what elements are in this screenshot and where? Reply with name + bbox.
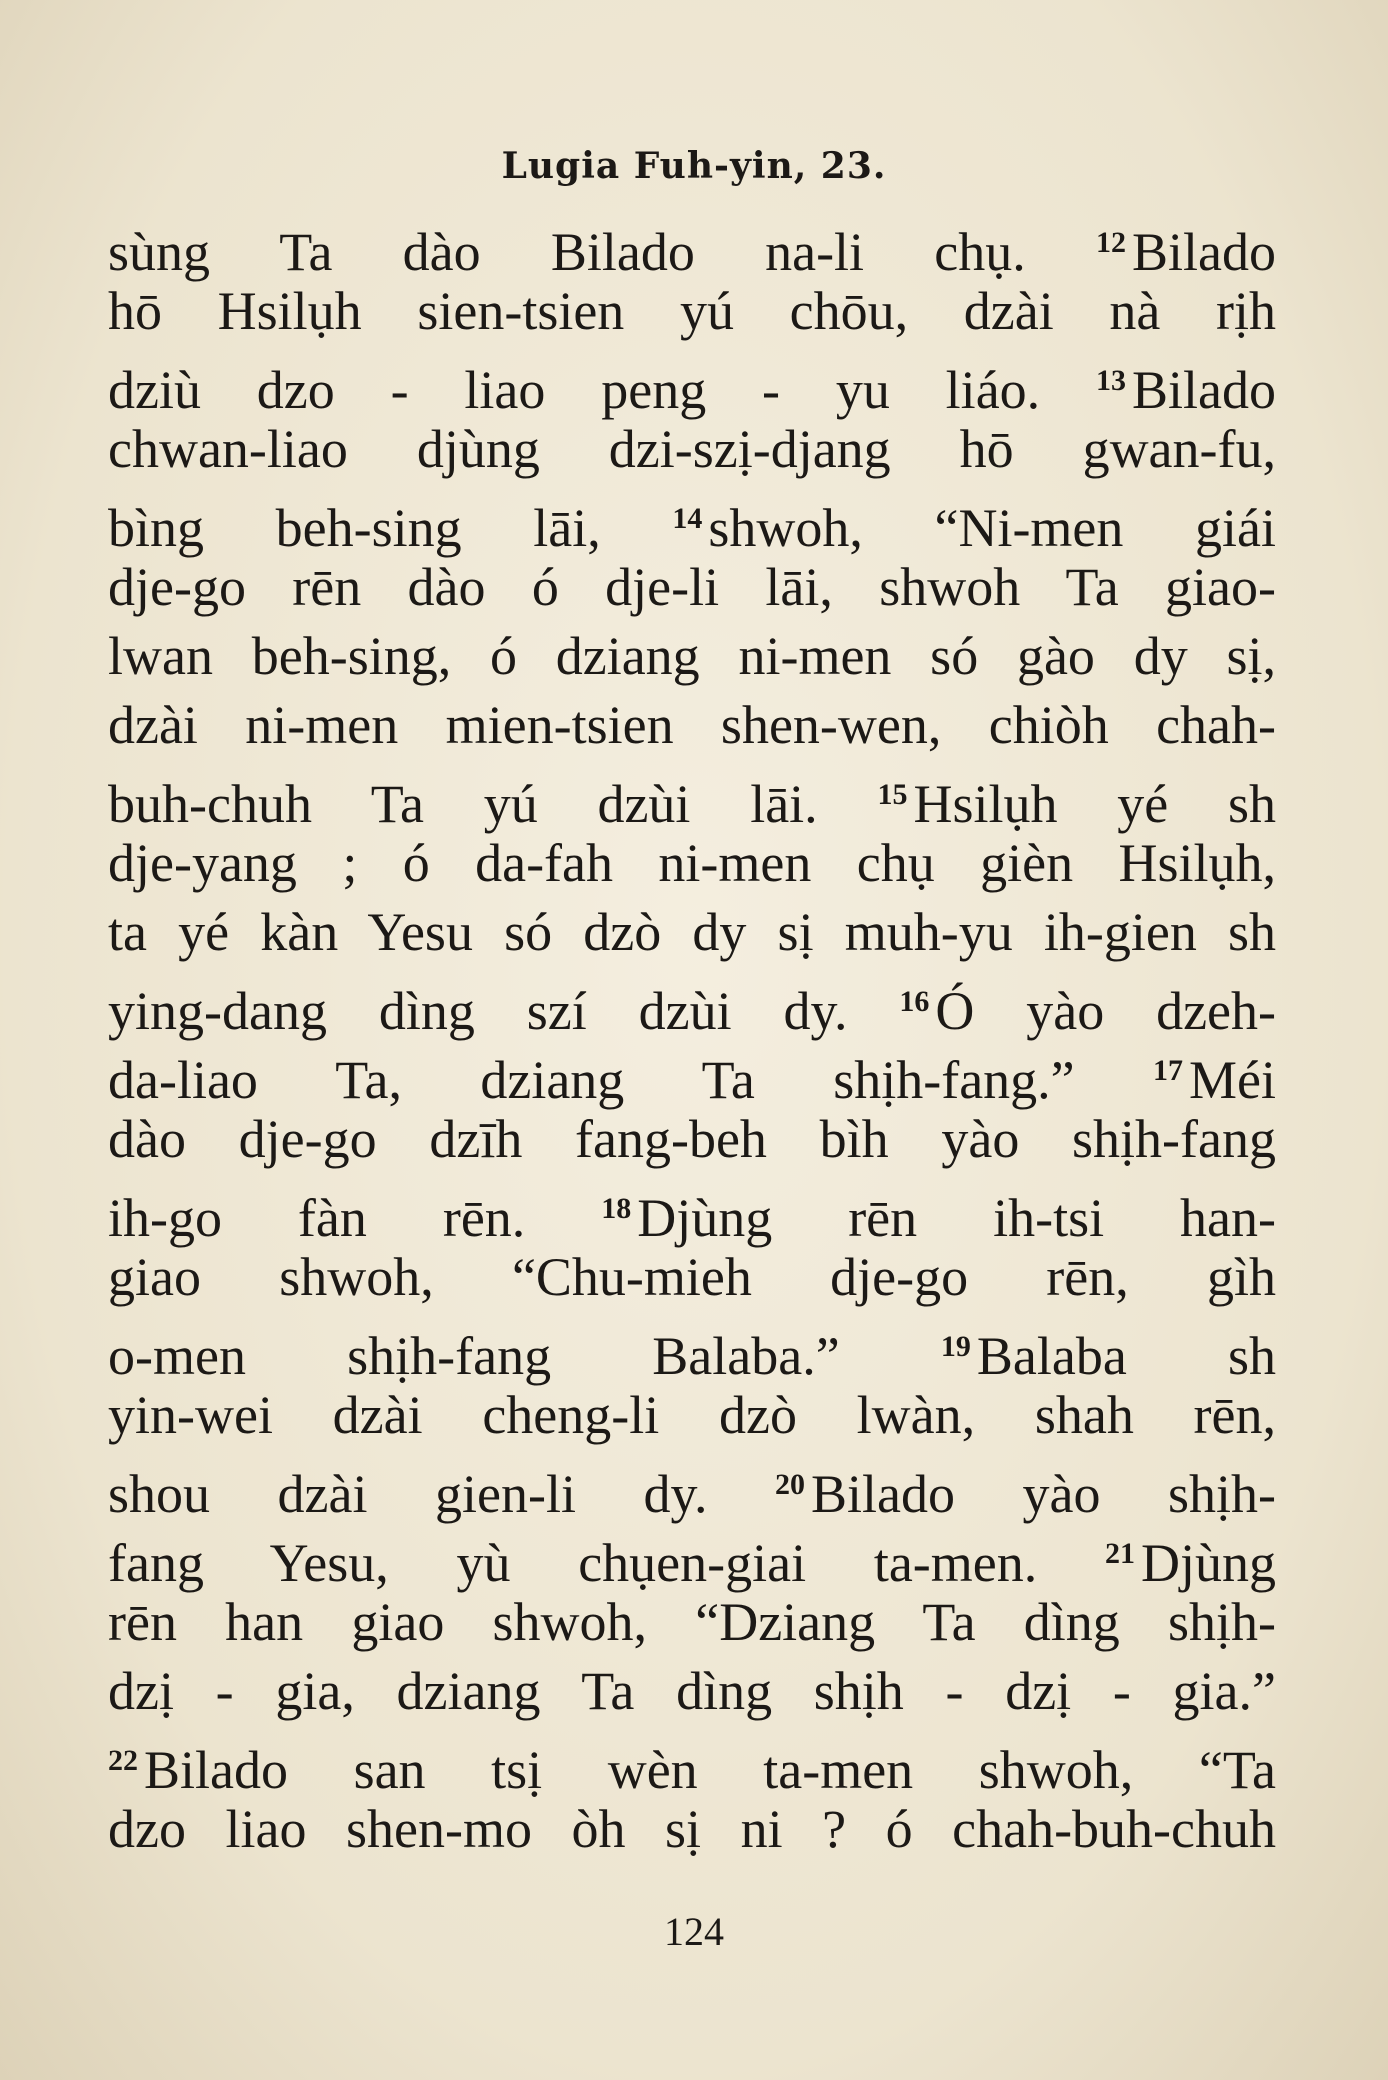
line-text: Hsilụh yé sh: [913, 774, 1276, 834]
line-text: rēn han giao shwoh, “Dziang Ta dìng shịh-: [108, 1592, 1276, 1652]
text-line: [108, 967, 1276, 1041]
text-line: [108, 1174, 1277, 1248]
text-line: [108, 1381, 1276, 1450]
line-text: Ó yào dzeh-: [935, 981, 1276, 1041]
verse-number: 20: [775, 1468, 805, 1501]
line-text: Bilado: [1132, 360, 1276, 420]
verse-number: 18: [601, 1192, 632, 1225]
line-text: Méi: [1189, 1050, 1276, 1110]
text-line: [108, 691, 1276, 760]
line-text: giao shwoh, “Chu-mieh dje-go rēn, gìh: [108, 1247, 1276, 1307]
line-text: lwan beh-sing, ó dziang ni-men só gào dy sị,: [108, 626, 1276, 686]
line-text: dzo liao shen-mo òh sị ni ? ó chah-buh-chuh: [108, 1799, 1276, 1859]
line-text: ying-dang dìng szí dzùi dy.: [108, 981, 900, 1041]
line-text: da-liao Ta, dziang Ta shịh-fang.”: [108, 1050, 1153, 1110]
text-line: [108, 1105, 1276, 1174]
text-line: [108, 760, 1276, 834]
line-text: hō Hsilụh sien-tsien yú chōu, dzài nà rịh: [108, 281, 1276, 341]
text-line: [108, 346, 1276, 420]
line-text: buh-chuh Ta yú dzùi lāi.: [108, 774, 878, 834]
verse-number: 21: [1105, 1537, 1135, 1570]
line-text: ih-go fàn rēn.: [108, 1188, 602, 1248]
line-text: shou dzài gien-li dy.: [108, 1464, 775, 1524]
text-line: [108, 208, 1276, 282]
text-line: [108, 1795, 1276, 1864]
line-text: shwoh, “Ni-men giái: [708, 498, 1277, 558]
line-text: fang Yesu, yù chụen-giai ta-men.: [108, 1533, 1105, 1593]
line-text: dziù dzo - liao peng - yu liáo.: [108, 360, 1096, 420]
text-line: [108, 1657, 1276, 1726]
text-line: [108, 1036, 1276, 1110]
verse-number: 16: [899, 985, 930, 1018]
line-text: Bilado: [1132, 222, 1276, 282]
text-line: [108, 622, 1276, 691]
line-text: dzài ni-men mien-tsien shen-wen, chiòh chah-: [108, 695, 1276, 755]
text-line: [108, 1312, 1276, 1386]
text-line: [108, 553, 1276, 622]
line-text: dzị - gia, dziang Ta dìng shịh - dzị - gia.”: [108, 1661, 1276, 1721]
line-text: o-men shịh-fang Balaba.”: [108, 1326, 941, 1386]
text-line: [108, 484, 1277, 558]
line-text: chwan-liao djùng dzi-szị-djang hō gwan-fu,: [108, 419, 1276, 479]
page-number: 124: [664, 1909, 724, 1954]
verse-number: 14: [672, 502, 703, 535]
verse-number: 19: [940, 1330, 971, 1363]
line-text: Bilado yào shịh-: [811, 1464, 1277, 1524]
line-text: Djùng rēn ih-tsi han-: [637, 1188, 1277, 1248]
text-line: [108, 1588, 1276, 1657]
verse-number: 12: [1096, 226, 1126, 259]
text-line: [108, 277, 1276, 346]
line-text: sùng Ta dào Bilado na-li chụ.: [108, 222, 1096, 282]
text-line: [108, 829, 1276, 898]
text-line: [108, 1726, 1276, 1800]
line-text: bìng beh-sing lāi,: [108, 498, 673, 558]
verse-number: 13: [1096, 364, 1126, 397]
line-text: ta yé kàn Yesu só dzò dy sị muh-yu ih-gien sh: [108, 902, 1276, 962]
text-line: [108, 1519, 1276, 1593]
line-text: dào dje-go dzīh fang-beh bìh yào shịh-fang: [108, 1109, 1276, 1169]
text-line: [108, 415, 1276, 484]
line-text: Djùng: [1141, 1533, 1276, 1593]
line-text: Bilado san tsị wèn ta-men shwoh, “Ta: [144, 1740, 1276, 1800]
line-text: yin-wei dzài cheng-li dzò lwàn, shah rēn,: [108, 1385, 1276, 1445]
line-text: dje-yang ; ó da-fah ni-men chụ gièn Hsilụh,: [108, 833, 1276, 893]
line-text: Balaba sh: [976, 1326, 1276, 1386]
text-line: [108, 1243, 1276, 1312]
verse-number: 22: [108, 1744, 138, 1777]
verse-number: 17: [1153, 1054, 1183, 1087]
text-line: [108, 898, 1276, 967]
running-header: Lugia Fuh-yin, 23.: [501, 145, 887, 187]
verse-number: 15: [877, 778, 908, 811]
scripture-text: [108, 208, 1276, 1864]
line-text: dje-go rēn dào ó dje-li lāi, shwoh Ta giao-: [108, 557, 1276, 617]
text-line: [108, 1450, 1277, 1524]
